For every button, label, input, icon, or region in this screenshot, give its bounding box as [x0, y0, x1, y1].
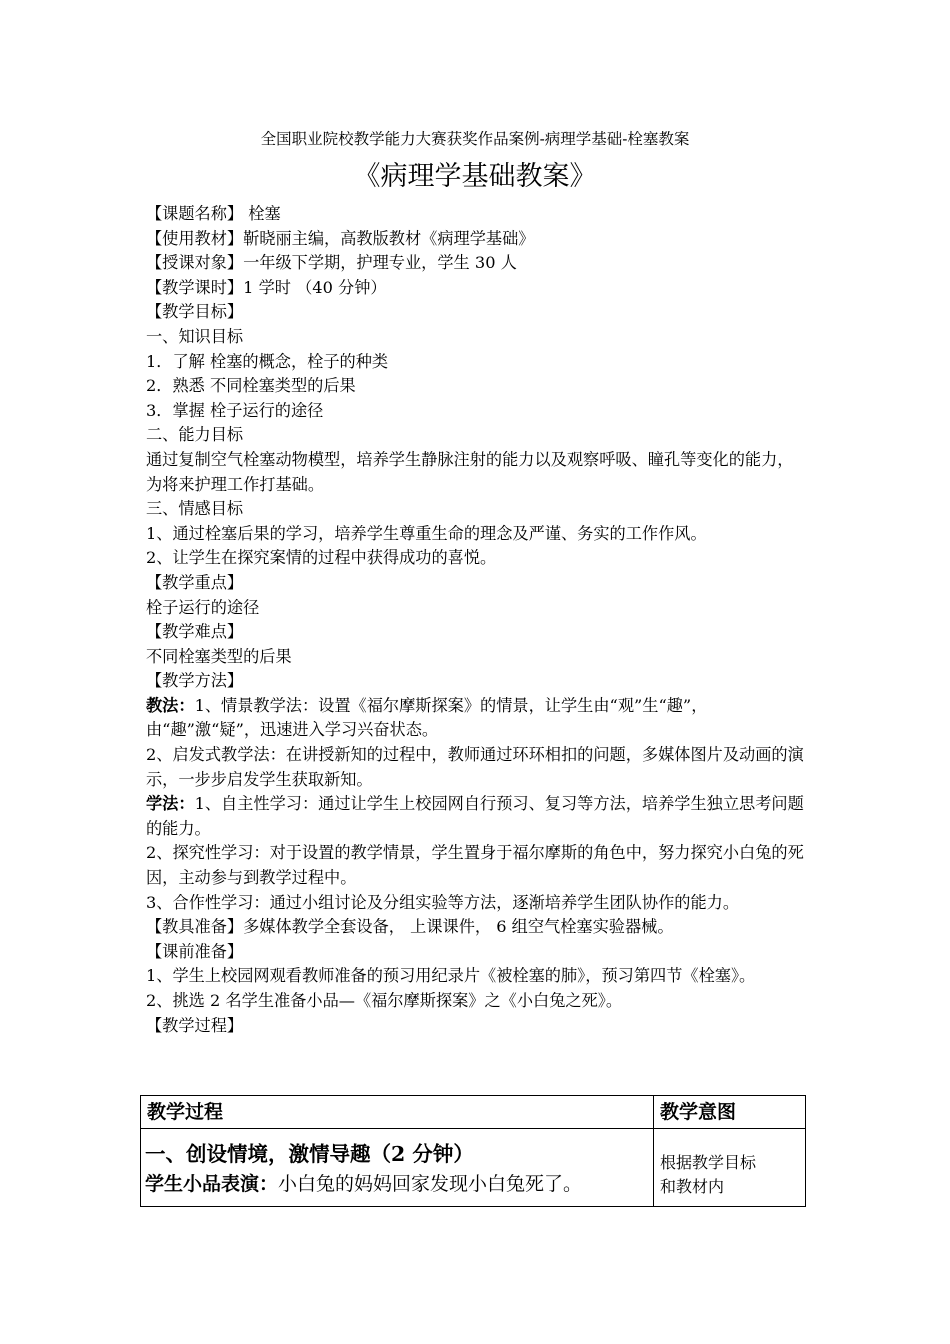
line-equipment: 【教具准备】多媒体教学全套设备， 上课课件， 6 组空气栓塞实验器械。	[146, 917, 674, 937]
table-header-row	[141, 1096, 806, 1129]
teach-method-1	[146, 694, 808, 743]
heading-goals: 【教学目标】	[146, 302, 244, 322]
heading-key-point: 【教学重点】	[146, 572, 244, 592]
ability-text: 通过复制空气栓塞动物模型，培养学生静脉注射的能力以及观察呼吸、瞳孔等变化的能力，为将来护理工作打基础。	[146, 449, 794, 494]
teach-label: 教法：	[146, 695, 195, 715]
activity-label: 学生小品表演：	[145, 1173, 279, 1195]
intent-cell	[654, 1129, 806, 1207]
learn-1-text: 1、自主性学习：通过让学生上校园网自行预习、复习等方法，培养学生独立思考问题的能力。	[146, 794, 804, 838]
emotion-1: 1、通过栓塞后果的学习，培养学生尊重生命的理念及严谨、务实的工作作风。	[146, 523, 707, 543]
learn-method-3: 3、合作性学习：通过小组讨论及分组实验等方法，逐渐培养学生团队协作的能力。	[146, 892, 740, 912]
heading-method: 【教学方法】	[146, 671, 244, 691]
knowledge-3: 3．掌握 栓子运行的途径	[146, 400, 324, 420]
learn-method-2: 2、探究性学习：对于设置的教学情景，学生置身于福尔摩斯的角色中，努力探究小白兔的死因，主动参与到教学过程中。	[146, 843, 804, 888]
heading-difficulty: 【教学难点】	[146, 622, 244, 642]
knowledge-1: 1．了解 栓塞的概念，栓子的种类	[146, 351, 389, 371]
preparation-2: 2、挑选 2 名学生准备小品—《福尔摩斯探案》之《小白兔之死》。	[146, 991, 623, 1010]
key-point-text: 栓子运行的途径	[146, 597, 260, 617]
intent-text: 根据教学目标和教材内	[660, 1153, 757, 1196]
line-hours: 【教学课时】1 学时 （40 分钟）	[146, 277, 387, 297]
difficulty-text: 不同栓塞类型的后果	[146, 646, 292, 666]
line-audience: 【授课对象】一年级下学期，护理专业，学生 30 人	[146, 253, 517, 273]
process-table	[140, 1095, 806, 1207]
line-topic: 【课题名称】 栓塞	[146, 204, 281, 223]
section-title: 一、创设情境，激情导趣（2 分钟）	[145, 1142, 474, 1166]
learn-method-1	[146, 792, 808, 841]
page-header: 全国职业院校教学能力大赛获奖作品案例-病理学基础-栓塞教案	[260, 131, 690, 148]
activity-line	[141, 1169, 653, 1199]
heading-preparation: 【课前准备】	[146, 941, 244, 961]
heading-emotion: 三、情感目标	[146, 499, 244, 519]
knowledge-2: 2．熟悉 不同栓塞类型的后果	[146, 376, 356, 396]
table-row	[141, 1129, 806, 1207]
activity-text: 小白兔的妈妈回家发现小白兔死了。	[278, 1173, 583, 1195]
learn-label: 学法：	[146, 794, 195, 814]
process-cell	[141, 1129, 654, 1207]
document-body	[146, 202, 808, 1038]
heading-ability: 二、能力目标	[146, 425, 244, 445]
document-title: 《病理学基础教案》	[353, 161, 597, 192]
teach-1-text: 1、情景教学法：设置《福尔摩斯探案》的情景，让学生由“观”生“趣”，由“趣”激“疑”，迅速进入学习兴奋状态。	[146, 695, 708, 740]
preparation-1: 1、学生上校园网观看教师准备的预习用纪录片《被栓塞的肺》，预习第四节《栓塞》。	[146, 966, 756, 986]
col-intent-header: 教学意图	[654, 1096, 806, 1129]
line-textbook: 【使用教材】靳晓丽主编，高教版教材《病理学基础》	[146, 228, 535, 248]
heading-process: 【教学过程】	[146, 1015, 244, 1035]
heading-knowledge: 一、知识目标	[146, 326, 244, 346]
emotion-2: 2、让学生在探究案情的过程中获得成功的喜悦。	[146, 548, 497, 568]
teach-method-2: 2、启发式教学法：在讲授新知的过程中，教师通过环环相扣的问题，多媒体图片及动画的演示，一步步启发学生获取新知。	[146, 745, 804, 789]
col-process-header: 教学过程	[141, 1096, 654, 1129]
